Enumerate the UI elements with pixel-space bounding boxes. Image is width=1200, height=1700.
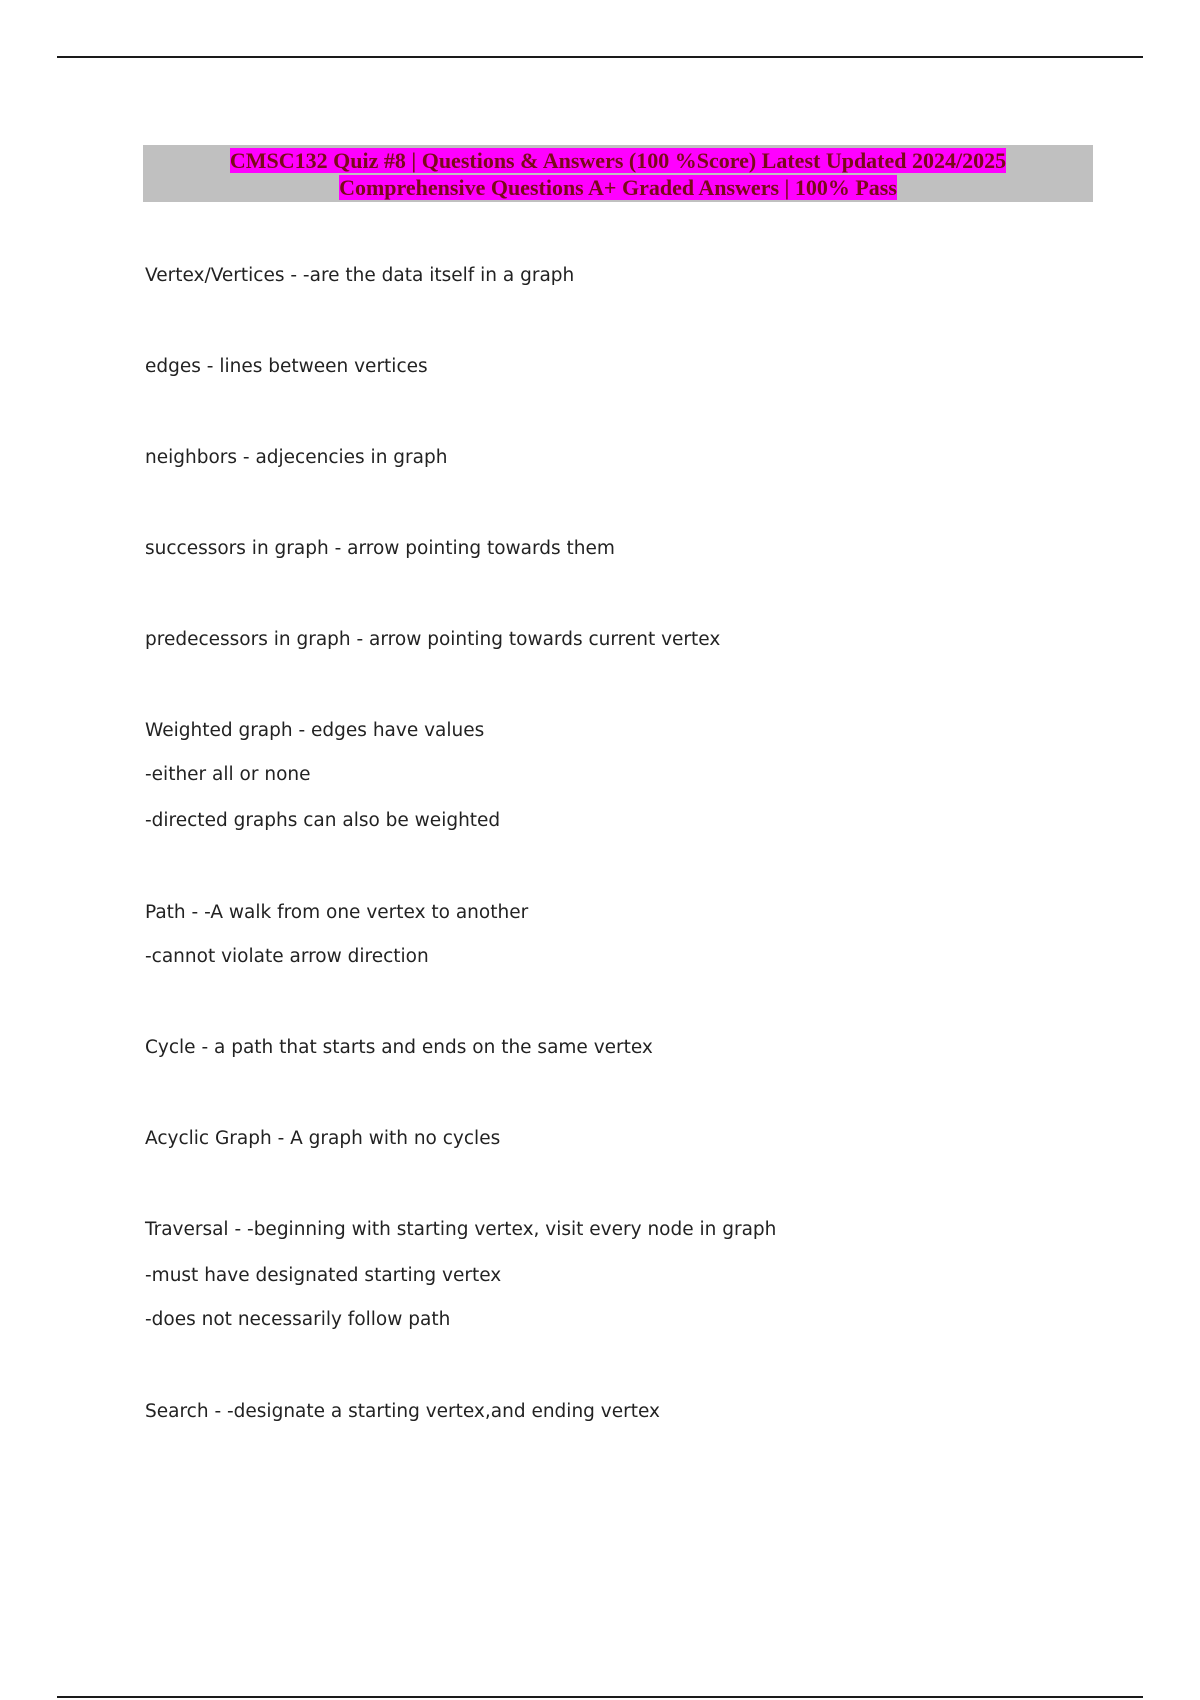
entry-detail-line: -cannot violate arrow direction	[145, 946, 429, 967]
flashcard-entry	[145, 629, 1145, 651]
flashcard-entry	[145, 1219, 1145, 1331]
entry-detail-line: -directed graphs can also be weighted	[145, 810, 501, 831]
flashcard-entry	[145, 1128, 1145, 1150]
document-title-banner	[143, 145, 1093, 202]
entry-term-line: edges - lines between vertices	[145, 356, 428, 377]
flashcard-entry	[145, 902, 1145, 968]
flashcard-entry	[145, 1401, 1145, 1423]
flashcard-entry	[145, 265, 1145, 287]
entry-term-line: Search - -designate a starting vertex,and ending vertex	[145, 1401, 660, 1422]
entry-detail-line: -must have designated starting vertex	[145, 1265, 502, 1286]
flashcard-entry	[145, 356, 1145, 378]
entry-term-line: Weighted graph - edges have values	[145, 720, 485, 741]
entry-term-line: neighbors - adjecencies in graph	[145, 447, 448, 468]
entry-term-line: Path - -A walk from one vertex to another	[145, 902, 529, 923]
flashcard-entry	[145, 538, 1145, 560]
flashcard-entry	[145, 1037, 1145, 1059]
entry-term-line: Acyclic Graph - A graph with no cycles	[145, 1128, 501, 1149]
flashcard-entry	[145, 720, 1145, 832]
entry-term-line: Cycle - a path that starts and ends on the same vertex	[145, 1037, 653, 1058]
document-title-line-1: CMSC132 Quiz #8 | Questions & Answers (100 %Score) Latest Updated 2024/2025	[229, 148, 1007, 173]
entry-term-line: predecessors in graph - arrow pointing towards current vertex	[145, 629, 721, 650]
entry-term-line: successors in graph - arrow pointing towards them	[145, 538, 615, 559]
header-rule	[57, 56, 1143, 58]
footer-rule	[57, 1696, 1143, 1698]
entry-detail-line: -does not necessarily follow path	[145, 1309, 451, 1330]
entry-term-line: Vertex/Vertices - -are the data itself in a graph	[145, 265, 575, 286]
entry-detail-line: -either all or none	[145, 764, 311, 785]
document-title-line-2: Comprehensive Questions A+ Graded Answers | 100% Pass	[339, 175, 897, 200]
flashcard-entry	[145, 447, 1145, 469]
entry-term-line: Traversal - -beginning with starting vertex, visit every node in graph	[145, 1219, 777, 1240]
